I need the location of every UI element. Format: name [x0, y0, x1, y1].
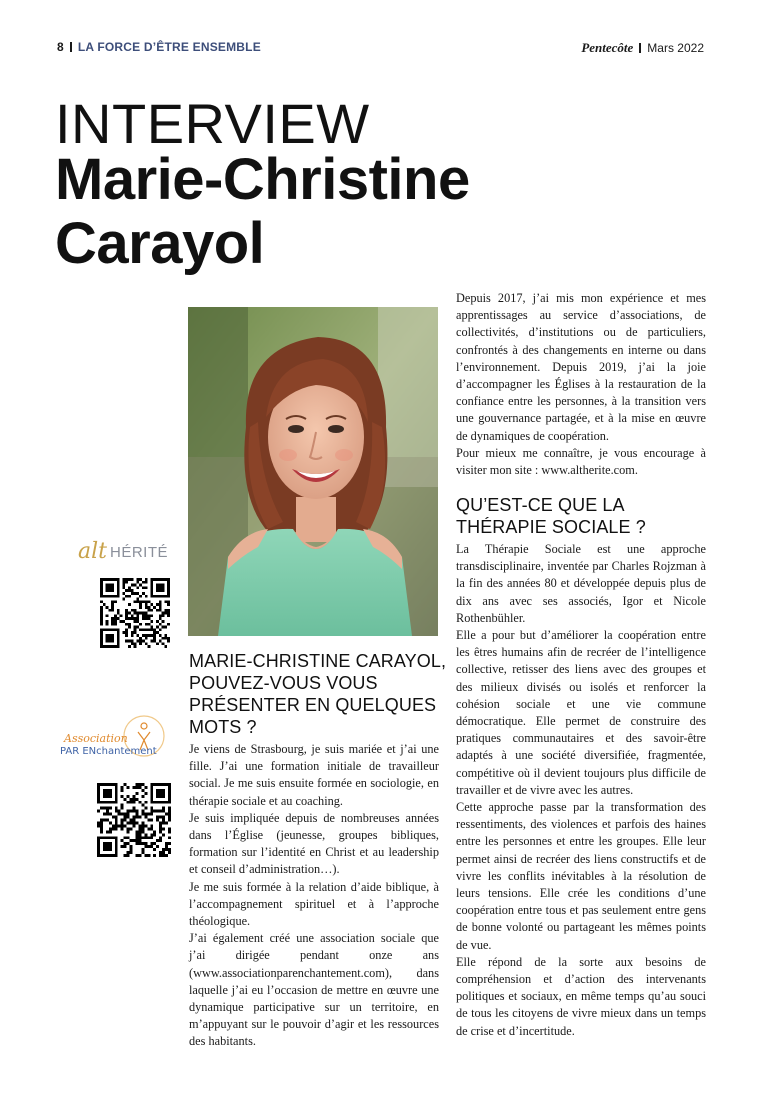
answer-1-continuation [456, 290, 706, 479]
running-header-right [581, 40, 704, 56]
answer-1-paragraph: Je viens de Strasbourg, je suis mariée et j’ai une fille. J’ai une formation initiale de travailleur social. Je me suis ensuite formée en sociologie, en thérapie sociale et au coaching. [189, 742, 439, 808]
header-separator [70, 42, 72, 52]
magazine-logo: Pentecôte [581, 40, 634, 55]
section-title: LA FORCE D’ÊTRE ENSEMBLE [77, 40, 261, 54]
qr-code-association[interactable] [97, 783, 171, 857]
answer-1-cont-paragraph: Pour mieux me connaître, je vous encourage à visiter mon site : www.altherite.com. [456, 445, 706, 478]
portrait-photo [188, 307, 438, 636]
altherite-logo-suffix: HÉRITÉ [110, 544, 169, 561]
interview-question-1: MARIE-CHRISTINE CARAYOL, POUVEZ-VOUS VOUS PRÉSENTER EN QUELQUES MOTS ? [189, 651, 447, 737]
altherite-logo [78, 538, 176, 564]
name-line-1: Marie-Christine [55, 147, 470, 212]
answer-1-cont-paragraph: Depuis 2017, j’ai mis mon expérience et mes apprentissages au service d’associations, de collectivités, d’institutions ou de particuliers, confrontés à des changements en interne ou dans l’environnement. Depuis 2019, j’ai la joie d’accompagner les Églises à la restauration de la confiance entre les personnes, à la transition vers une gouvernance partagée, et à la mise en œuvre de dynamiques de coopération. [456, 291, 706, 443]
interviewee-name [55, 148, 470, 276]
answer-2-paragraph: La Thérapie Sociale est une approche transdisciplinaire, inventée par Charles Rojzman à la fin des années 80 et développée depuis plus de dix ans avec ses associés, Igor et Nicole Rothenbühler. [456, 542, 706, 625]
header-separator [639, 43, 641, 53]
answer-1-paragraph: Je me suis formée à la relation d’aide biblique, à l’accompagnement spirituel et à l’approche théologique. [189, 879, 439, 929]
altherite-logo-prefix: alt [78, 539, 107, 564]
answer-1-paragraph: J’ai également créé une association sociale que j’ai dirigée pendant onze ans (www.associationparenchantement.com), dans laquelle j’ai eu l’occasion de mettre en œuvre une dynamique participative sur un territoire, en m’appuyant sur le pouvoir d’agir et les ressources des habitants. [189, 931, 439, 1049]
answer-1-paragraph: Je suis impliquée depuis de nombreuses années dans l’Église (jeunesse, groupes bibliques, formation sur l’identité en Christ et au leadership et conseil d’administration…). [189, 810, 439, 877]
kicker-title: INTERVIEW [55, 92, 370, 155]
answer-2-paragraph: Elle répond de la sorte aux besoins de compréhension et d’action des intervenants politiques et sociaux, en même temps qu’au souci de tous les citoyens de vivre mieux dans un temps de crise et d’incertitude. [456, 954, 706, 1038]
interview-question-2: QU’EST-CE QUE LA THÉRAPIE SOCIALE ? [456, 495, 646, 537]
name-line-2: Carayol [55, 211, 265, 276]
issue-date: Mars 2022 [647, 41, 704, 55]
answer-2-column [456, 541, 706, 1040]
association-logo-line-1: Association [64, 732, 128, 745]
association-par-enchantement-logo [58, 712, 180, 770]
association-logo-line-2: PAR ENchantement [60, 746, 157, 757]
qr-code-altherite[interactable] [100, 578, 170, 648]
page-number: 8 [57, 40, 64, 54]
running-header-left [57, 40, 261, 54]
answer-2-paragraph: Elle a pour but d’améliorer la coopération entre les êtres humains afin de recréer de l’intelligence collective, retisser des liens avec des groupes et des milieux divisés ou isolés et renforcer la cohésion sociale et une vie commune démocratique. Elle permet de construire des pratiques communautaires et des savoir-être adaptés à une société diversifiée, fragmentée, compétitive où il devient toujours plus difficile de travailler et de vivre avec les autres. [456, 628, 706, 797]
answer-2-paragraph: Cette approche passe par la transformation des ressentiments, des violences et parfois des haines entre les personnes et entre les groupes. Elle leur permet ainsi de recréer des liens constructifs et de vivre les conflits inévitables à la résolution de leurs tensions. Elle crée les conditions d’une coopération entre tous et pas seulement entre gens de bonne volonté ou partageant les mêmes points de vue. [456, 800, 706, 952]
answer-1-column [189, 741, 439, 1051]
